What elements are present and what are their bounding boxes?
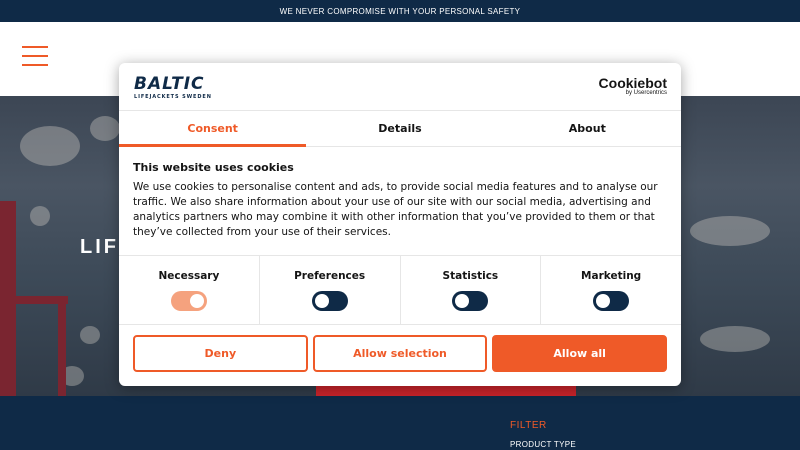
dialog-header	[119, 63, 681, 110]
toggle-marketing-label: Marketing	[581, 270, 642, 282]
logo-wordmark: BALTIC	[134, 74, 205, 94]
cookiebot-logo[interactable]	[599, 76, 667, 96]
toggle-preferences-group	[260, 256, 401, 324]
dialog-tabs	[119, 110, 681, 147]
announcement-text: WE NEVER COMPROMISE WITH YOUR PERSONAL SAFETY	[279, 6, 521, 16]
toggle-necessary-switch[interactable]	[171, 291, 207, 311]
toggle-necessary-group	[119, 256, 260, 324]
dialog-buttons	[133, 335, 667, 372]
toggle-marketing-switch[interactable]	[593, 291, 629, 311]
logo-subtitle: LIFEJACKETS SWEDEN	[134, 94, 212, 100]
toggle-preferences-label: Preferences	[294, 270, 366, 282]
tab-consent[interactable]: Consent	[119, 111, 306, 146]
hamburger-icon[interactable]	[22, 46, 48, 66]
cookie-category-toggles	[119, 255, 681, 325]
cookie-consent-dialog	[119, 63, 681, 386]
toggle-statistics-switch[interactable]	[452, 291, 488, 311]
tab-details[interactable]: Details	[378, 122, 422, 135]
hero-title: LIF	[80, 236, 119, 258]
cookiebot-name: Cookiebot	[598, 75, 667, 91]
toggle-necessary-label: Necessary	[158, 270, 220, 282]
toggle-marketing-group	[541, 256, 681, 324]
toggle-statistics-group	[401, 256, 542, 324]
tab-about[interactable]: About	[568, 122, 606, 135]
top-announcement-bar	[0, 0, 800, 22]
dialog-title: This website uses cookies	[133, 161, 294, 174]
filter-label: FILTER	[510, 420, 547, 431]
allow-all-button[interactable]: Allow all	[492, 335, 667, 372]
toggle-statistics-label: Statistics	[442, 270, 499, 282]
cookiebot-by: by Usercentrics	[625, 90, 667, 96]
dialog-description: We use cookies to personalise content and ads, to provide social media features and to analyse our traffic. We also share information about your use of our site with our social media, advertising and analytics partners who may combine it with other information that you’ve provided to them or that they’ve collected from your use of their services.	[133, 181, 658, 238]
baltic-logo	[134, 76, 212, 100]
filter-section	[0, 396, 800, 450]
allow-selection-button[interactable]: Allow selection	[313, 335, 488, 372]
deny-button[interactable]: Deny	[133, 335, 308, 372]
toggle-preferences-switch[interactable]	[312, 291, 348, 311]
product-type-filter[interactable]: PRODUCT TYPE	[510, 440, 576, 449]
